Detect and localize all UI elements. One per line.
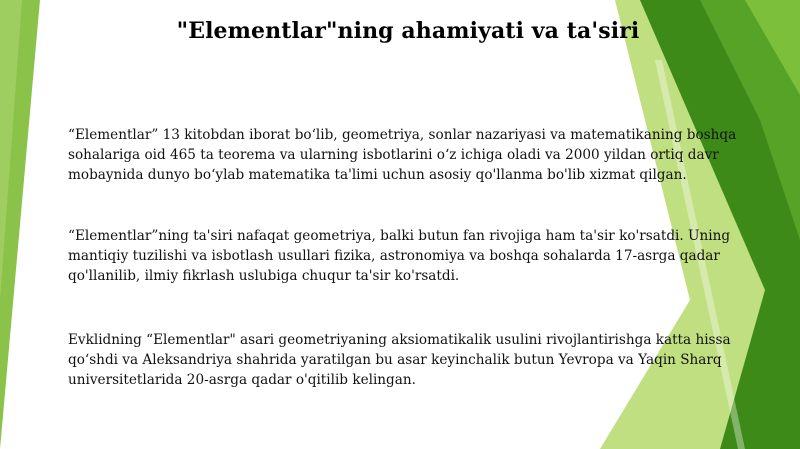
paragraph-influence: “Elementlar”ning ta'siri nafaqat geometriya, balki butun fan rivojiga ham ta'sir ko'rsatdi. Uning mantiqiy tuzilishi va isbotlash usullari fizika, astronomiya va boshqa sohalarda 17-asrga qadar qo'llanilib, ilmiy fikrlash uslubiga chuqur ta'sir ko'rsatdi. — [68, 228, 731, 284]
slide-title: "Elementlar"ning ahamiyati va ta'siri — [176, 18, 640, 44]
paragraph-legacy: Evklidning “Elementlar" asari geometriyaning aksiomatikalik usulini rivojlantirishga katta hissa qo‘shdi va Aleksandriya shahrida yaratilgan bu asar keyinchalik butun Yevropa va Yaqin Sharq universitetlarida 20-asrga qadar o'qitilib kelingan. — [68, 332, 731, 388]
paragraph-structure: “Elementlar” 13 kitobdan iborat bo‘lib, geometriya, sonlar nazariyasi va matematikaning boshqa sohalariga oid 465 ta teorema va ularning isbotlarini o‘z ichiga oladi va 2000 yildan ortiq davr mobaynida dunyo bo‘ylab matematika ta'limi uchun asosiy qo'llanma bo'lib xizmat qilgan. — [68, 127, 737, 183]
